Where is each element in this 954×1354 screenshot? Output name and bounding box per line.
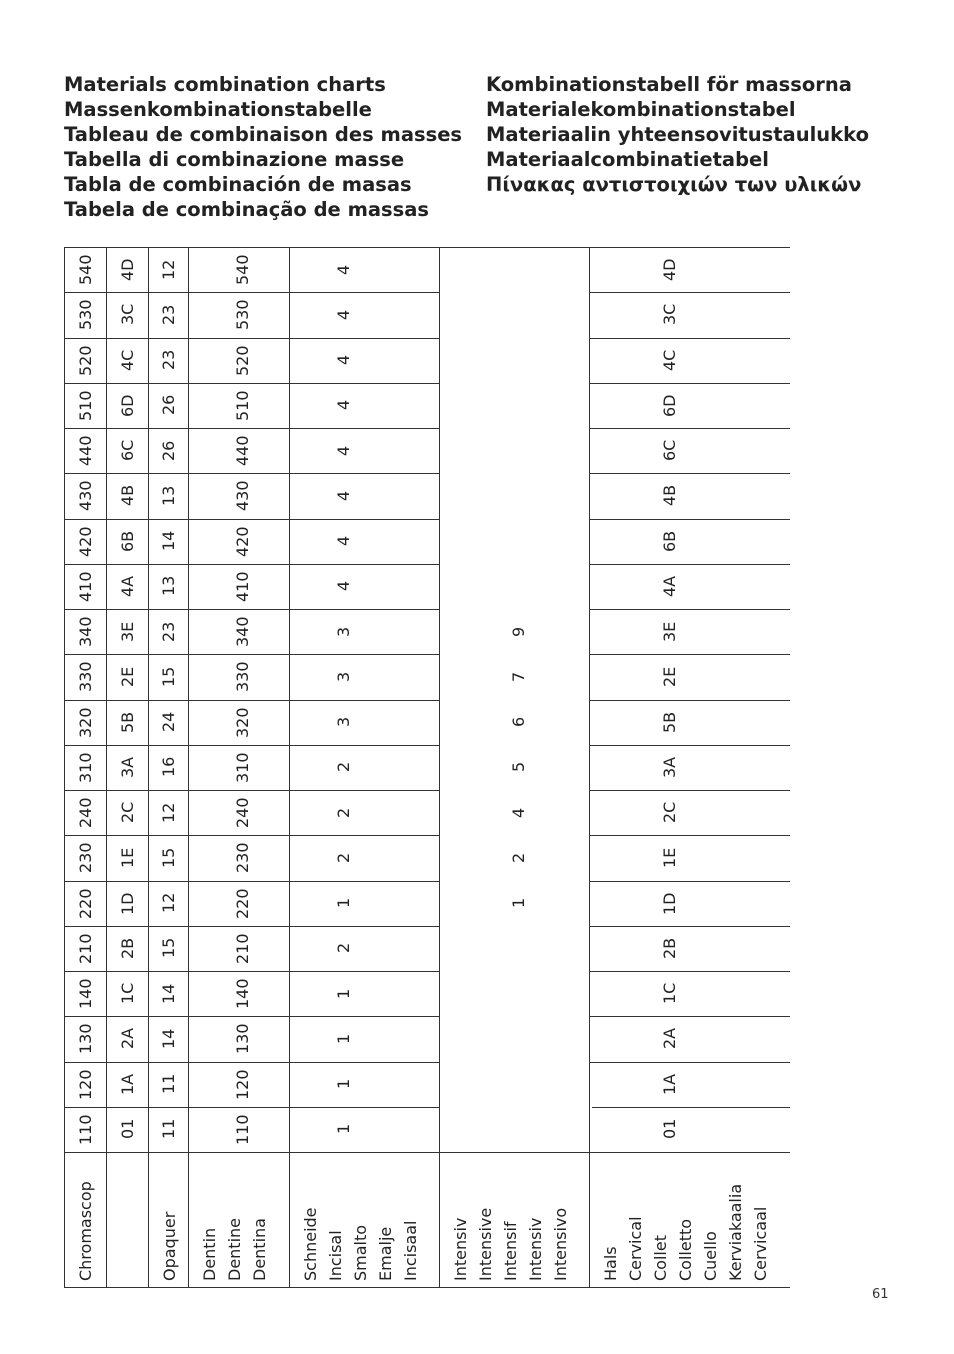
chromascop-cell: 340 (75, 616, 95, 648)
cervical-cell: 6C (659, 439, 679, 462)
chromascop-cell: 120 (75, 1069, 95, 1100)
cervical-cell: 5B (659, 711, 679, 733)
opaquer-cell: 12 (158, 259, 178, 280)
incisal-cell: 1 (333, 897, 353, 909)
row-header-label: Kerviakaalia (726, 1183, 745, 1281)
title-line: Materialekombinationstabel (486, 98, 796, 121)
chromascop-cell: 130 (75, 1023, 95, 1055)
cervical-cell: 4D (659, 258, 679, 282)
shade-cell: 6D (117, 394, 137, 417)
incisal-cell: 4 (333, 400, 353, 411)
opaquer-cell: 13 (158, 485, 178, 506)
chromascop-cell: 140 (75, 978, 95, 1010)
cervical-cell: 1D (659, 892, 679, 915)
row-header-label: Opaquer (160, 1211, 179, 1281)
intensive-cell: 7 (508, 671, 528, 682)
incisal-cell: 1 (333, 988, 353, 999)
chromascop-cell: 420 (75, 526, 95, 557)
incisal-cell: 2 (333, 943, 353, 954)
cervical-cell: 3A (659, 756, 679, 778)
opaquer-cell: 11 (158, 1119, 178, 1140)
shade-cell: 2A (117, 1028, 137, 1050)
row-header-label: Incisal (326, 1230, 345, 1281)
title-line: Πίνακας αντιστοιχιών των υλικών (486, 173, 862, 196)
intensive-cell: 1 (508, 897, 528, 909)
incisal-cell: 2 (333, 852, 353, 863)
row-header-label: Emalje (376, 1226, 395, 1281)
cervical-cell: 6D (659, 394, 679, 417)
shade-cell: 4C (117, 349, 137, 371)
chromascop-cell: 110 (75, 1114, 95, 1145)
cervical-cell: 4B (659, 485, 679, 507)
dentin-cell: 220 (232, 888, 252, 919)
shade-cell: 3E (117, 621, 137, 642)
title-line: Materials combination charts (64, 73, 386, 96)
title-line: Tabela de combinação de massas (64, 198, 430, 221)
shade-cell: 6C (117, 439, 137, 462)
opaquer-cell: 23 (158, 621, 178, 642)
opaquer-cell: 11 (158, 1073, 178, 1095)
opaquer-cell: 15 (158, 847, 178, 868)
title-line: Tabla de combinación de masas (64, 173, 412, 196)
chromascop-cell: 220 (75, 888, 95, 919)
incisal-cell: 4 (333, 581, 353, 592)
row-header-label: Dentin (200, 1227, 219, 1281)
shade-cell: 1D (117, 892, 137, 915)
dentin-cell: 430 (232, 480, 252, 512)
row-header-label: Collet (651, 1235, 670, 1281)
opaquer-cell: 26 (158, 395, 178, 416)
cervical-cell: 2C (659, 801, 679, 824)
incisal-cell: 1 (333, 1078, 353, 1090)
dentin-cell: 120 (232, 1069, 252, 1100)
incisal-cell: 4 (333, 309, 353, 320)
cervical-cell: 2E (659, 666, 679, 687)
opaquer-cell: 15 (158, 666, 178, 687)
shade-cell: 01 (117, 1119, 137, 1140)
intensive-cell: 2 (508, 852, 528, 863)
row-header-label: Smalto (351, 1224, 370, 1281)
title-line: Kombinationstabell för massorna (486, 73, 852, 96)
cervical-cell: 2B (659, 937, 679, 959)
titles-right (486, 72, 869, 197)
chromascop-cell: 510 (75, 390, 95, 421)
dentin-cell: 140 (232, 978, 252, 1010)
intensive-cell: 5 (508, 762, 528, 773)
chromascop-cell: 230 (75, 842, 95, 874)
chromascop-cell: 210 (75, 933, 95, 964)
dentin-cell: 510 (232, 390, 252, 421)
dentin-cell: 340 (232, 616, 252, 648)
dentin-cell: 310 (232, 752, 252, 783)
chromascop-cell: 530 (75, 299, 95, 331)
dentin-cell: 330 (232, 661, 252, 693)
row-header-label: Cuello (701, 1231, 720, 1281)
cervical-cell: 3C (659, 304, 679, 326)
row-header-label: Intensif (501, 1221, 520, 1281)
chromascop-cell: 410 (75, 571, 95, 602)
cervical-cell: 01 (659, 1119, 679, 1140)
chromascop-cell: 540 (75, 254, 95, 286)
dentin-cell: 520 (232, 345, 252, 376)
row-header-label: Colletto (676, 1218, 695, 1281)
incisal-cell: 1 (333, 1033, 353, 1044)
row-header-label: Cervicaal (751, 1206, 770, 1281)
title-line: Tabella di combinazione masse (64, 148, 405, 171)
title-line: Tableau de combinaison des masses (64, 123, 463, 146)
row-header-label: Incisaal (401, 1220, 420, 1281)
incisal-cell: 3 (333, 716, 353, 728)
page-number: 61 (872, 1287, 889, 1302)
opaquer-cell: 14 (158, 530, 178, 552)
opaquer-cell: 16 (158, 757, 178, 778)
row-header-label: Intensiv (526, 1217, 545, 1281)
opaquer-cell: 23 (158, 304, 178, 325)
title-line: Materiaalin yhteensovitustaulukko (486, 123, 869, 146)
chromascop-cell: 440 (75, 435, 95, 467)
dentin-cell: 130 (232, 1023, 252, 1055)
chromascop-cell: 430 (75, 480, 95, 512)
row-header-label: Chromascop (76, 1181, 95, 1281)
intensive-cell: 9 (508, 626, 528, 637)
opaquer-cell: 14 (158, 983, 178, 1004)
dentin-cell: 420 (232, 526, 252, 557)
cervical-cell: 1A (659, 1073, 679, 1095)
opaquer-cell: 24 (158, 711, 178, 733)
dentin-cell: 440 (232, 435, 252, 467)
incisal-cell: 2 (333, 762, 353, 773)
shade-cell: 6B (117, 530, 137, 552)
cervical-cell: 4A (659, 575, 679, 597)
row-header-label: Intensivo (551, 1207, 570, 1281)
incisal-cell: 4 (333, 490, 353, 501)
incisal-cell: 3 (333, 671, 353, 682)
cervical-cell: 1E (659, 847, 679, 868)
incisal-cell: 1 (333, 1124, 353, 1135)
shade-cell: 5B (117, 711, 137, 733)
opaquer-cell: 12 (158, 802, 178, 823)
shade-cell: 1A (117, 1073, 137, 1095)
opaquer-cell: 23 (158, 349, 178, 371)
shade-cell: 4B (117, 485, 137, 507)
shade-cell: 4D (117, 258, 137, 282)
opaquer-cell: 15 (158, 938, 178, 959)
chromascop-cell: 240 (75, 797, 95, 829)
incisal-cell: 3 (333, 626, 353, 637)
combination-table (64, 247, 790, 1288)
cervical-cell: 3E (659, 621, 679, 642)
title-line: Massenkombinationstabelle (64, 98, 372, 121)
dentin-cell: 230 (232, 842, 252, 874)
cervical-cell: 6B (659, 530, 679, 552)
shade-cell: 2C (117, 801, 137, 824)
row-header-label: Schneide (301, 1207, 320, 1281)
opaquer-cell: 12 (158, 892, 178, 914)
titles-left (64, 72, 462, 222)
dentin-cell: 110 (232, 1114, 252, 1145)
row-header-label: Hals (601, 1246, 620, 1281)
incisal-cell: 4 (333, 535, 353, 547)
shade-cell: 1E (117, 847, 137, 868)
incisal-cell: 4 (333, 354, 353, 366)
dentin-cell: 410 (232, 571, 252, 602)
cervical-cell: 1C (659, 982, 679, 1005)
shade-cell: 1C (117, 982, 137, 1005)
incisal-cell: 4 (333, 264, 353, 275)
opaquer-cell: 14 (158, 1028, 178, 1049)
dentin-cell: 540 (232, 254, 252, 286)
row-header-label: Intensiv (451, 1217, 470, 1281)
dentin-cell: 320 (232, 707, 252, 738)
chromascop-cell: 330 (75, 661, 95, 693)
shade-cell: 2E (117, 666, 137, 687)
shade-cell: 3A (117, 756, 137, 778)
row-header-label: Intensive (476, 1207, 495, 1281)
dentin-cell: 240 (232, 797, 252, 829)
opaquer-cell: 26 (158, 440, 178, 461)
chromascop-cell: 320 (75, 707, 95, 738)
incisal-cell: 2 (333, 807, 353, 818)
intensive-cell: 4 (508, 807, 528, 818)
row-header-label: Cervical (626, 1216, 645, 1281)
row-header-label: Dentina (250, 1218, 269, 1281)
shade-cell: 3C (117, 304, 137, 326)
chromascop-cell: 520 (75, 345, 95, 376)
shade-cell: 2B (117, 937, 137, 959)
cervical-cell: 4C (659, 349, 679, 371)
row-header-label: Dentine (225, 1217, 244, 1281)
cervical-cell: 2A (659, 1028, 679, 1050)
title-line: Materiaalcombinatietabel (486, 148, 769, 171)
intensive-cell: 6 (508, 716, 528, 728)
incisal-cell: 4 (333, 445, 353, 456)
shade-cell: 4A (117, 575, 137, 597)
dentin-cell: 210 (232, 933, 252, 964)
chromascop-cell: 310 (75, 752, 95, 783)
dentin-cell: 530 (232, 299, 252, 331)
opaquer-cell: 13 (158, 576, 178, 597)
